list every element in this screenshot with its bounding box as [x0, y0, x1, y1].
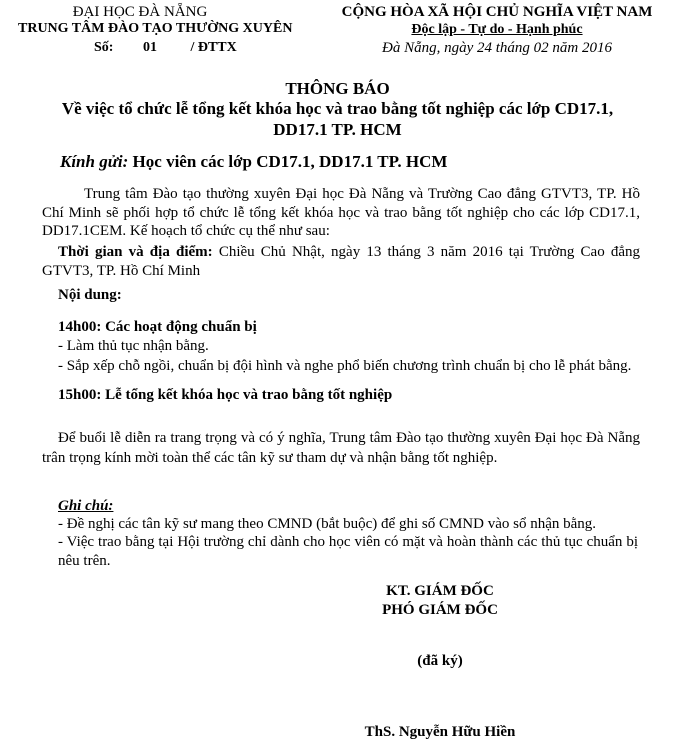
signature-title-1: KT. GIÁM ĐỐC — [386, 583, 494, 599]
doc-number — [94, 40, 237, 56]
section1-heading: 14h00: Các hoạt động chuẩn bị — [58, 319, 257, 335]
org-name: TRUNG TÂM ĐÀO TẠO THƯỜNG XUYÊN — [18, 21, 293, 36]
time-place — [42, 243, 640, 281]
doc-subject-line1: Về việc tổ chức lễ tổng kết khóa học và trao bằng tốt nghiệp các lớp CD17.1, — [61, 99, 614, 118]
doc-number-label: Số: — [94, 40, 114, 55]
org-parent: ĐẠI HỌC ĐÀ NẴNG — [72, 4, 208, 20]
recipient — [60, 152, 447, 172]
notes-label: Ghi chú: — [58, 498, 114, 514]
signature-signed: (đã ký) — [417, 653, 463, 669]
time-place-label: Thời gian và địa điểm: — [58, 244, 213, 260]
signer-name: ThS. Nguyễn Hữu Hiền — [364, 724, 516, 740]
notes-item: - Việc trao bằng tại Hội trường chỉ dành cho học viên có mặt và hoàn thành các thủ tục chuẩn bị nêu trên. — [58, 534, 638, 569]
section1-item: - Sắp xếp chỗ ngồi, chuẩn bị đội hình và nghe phổ biến chương trình chuẩn bị cho lễ phát bằng. — [58, 358, 632, 374]
doc-number-value: 01 — [142, 40, 157, 55]
section1-item: - Làm thủ tục nhận bằng. — [58, 338, 209, 354]
doc-number-suffix: / ĐTTX — [190, 40, 237, 55]
doc-subject-line2: DD17.1 TP. HCM — [273, 120, 402, 139]
section2-heading: 15h00: Lễ tổng kết khóa học và trao bằng tốt nghiệp — [58, 387, 393, 403]
motto: Độc lập - Tự do - Hạnh phúc — [411, 22, 583, 37]
issue-date: Đà Nẵng, ngày 24 tháng 02 năm 2016 — [382, 40, 612, 56]
recipient-value: Học viên các lớp CD17.1, DD17.1 TP. HCM — [132, 152, 448, 171]
notes-item: - Đề nghị các tân kỹ sư mang theo CMND (bắt buộc) để ghi số CMND vào sổ nhận bằng. — [58, 516, 597, 532]
closing-paragraph: Để buổi lễ diễn ra trang trọng và có ý nghĩa, Trung tâm Đào tạo thường xuyên Đại học Đà Nẵng trân trọng kính mời toàn thể các tân kỹ sư tham dự và nhận bằng tốt nghiệp. — [42, 430, 640, 466]
recipient-label: Kính gửi: — [60, 152, 129, 171]
doc-heading: THÔNG BÁO — [285, 79, 390, 98]
time-place-value: Chiều Chủ Nhật, ngày 13 tháng 3 năm 2016 tại Trường Cao đẳng GTVT3, TP. Hồ Chí Minh — [42, 244, 641, 279]
intro-paragraph: Trung tâm Đào tạo thường xuyên Đại học Đà Nẵng và Trường Cao đẳng GTVT3, TP. Hồ Chí Minh sẽ phối hợp tổ chức lễ tổng kết khóa học và trao bằng tốt nghiệp cho các lớp CD17.1, DD17.1CEM. Kế hoạch tổ chức cụ thể như sau: — [42, 186, 640, 239]
content-label: Nội dung: — [58, 287, 122, 303]
country-title: CỘNG HÒA XÃ HỘI CHỦ NGHĨA VIỆT NAM — [341, 4, 653, 20]
signature-title-2: PHÓ GIÁM ĐỐC — [382, 602, 498, 618]
